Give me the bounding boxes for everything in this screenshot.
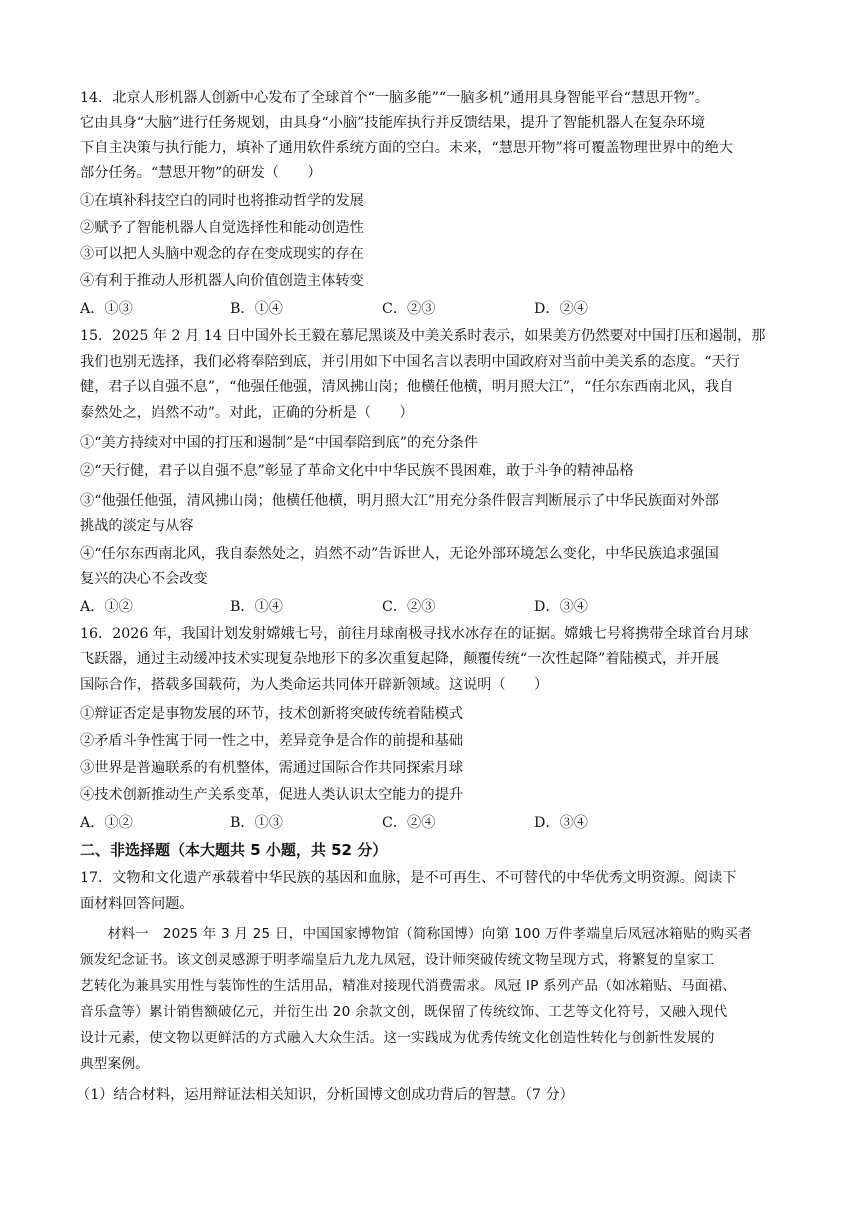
q14-option-a[interactable]: A．①③	[80, 301, 133, 317]
q14-stem-line-1: 14．北京人形机器人创新中心发布了全球首个“一脑多能”“一脑多机”通用具身智能平台“慧思开物”。	[80, 90, 710, 106]
q14-stem-line-3: 下自主决策与执行能力，填补了通用软件系统方面的空白。未来，“慧思开物”将可覆盖物理世界中的绝大	[80, 140, 733, 156]
q15-item-3-line-2: 挑战的淡定与从容	[80, 518, 194, 534]
section-title: 二、非选择题（本大题共 5 小题，共 52 分）	[80, 841, 388, 859]
q14-option-b[interactable]: B．①④	[230, 301, 283, 317]
q15-item-4-line-1: ④“任尔东西南北风，我自泰然处之，岿然不动”告诉世人，无论外部环境怎么变化，中华民族追求强国	[80, 546, 719, 562]
q16-item-2: ②矛盾斗争性寓于同一性之中，差异竞争是合作的前提和基础	[80, 733, 464, 749]
q14-option-d[interactable]: D．②④	[534, 301, 588, 317]
q15-item-2: ②“天行健，君子以自强不息”彰显了革命文化中中华民族不畏困难，敢于斗争的精神品格	[80, 463, 634, 479]
q17-subquestion-1: （1）结合材料，运用辩证法相关知识，分析国博文创成功背后的智慧。（7 分）	[76, 1087, 574, 1103]
q15-item-3-line-1: ③“他强任他强，清风拂山岗；他横任他横，明月照大江”用充分条件假言判断展示了中华民族面对外部	[80, 493, 719, 509]
q16-item-1: ①辩证否定是事物发展的环节，技术创新将突破传统着陆模式	[80, 706, 464, 722]
q14-stem-line-4: 部分任务。“慧思开物”的研发（ ）	[80, 165, 322, 181]
q15-stem-line-4: 泰然处之，岿然不动”。对此，正确的分析是（ ）	[80, 405, 414, 421]
q16-item-4: ④技术创新推动生产关系变革，促进人类认识太空能力的提升	[80, 787, 464, 803]
q14-option-c[interactable]: C．②③	[382, 301, 436, 317]
q17-material-line-1: 材料一 2025 年 3 月 25 日，中国国家博物馆（简称国博）向第 100 万件孝端皇后凤冠冰箱贴的购买者	[80, 926, 752, 942]
q15-item-1: ①“美方持续对中国的打压和遏制”是“中国奉陪到底”的充分条件	[80, 435, 478, 451]
q17-material-line-4: 音乐盒等）累计销售额破亿元，并衍生出 20 余款文创，既保留了传统纹饰、工艺等文化符号，又融入现代	[80, 1004, 728, 1020]
q17-material-line-6: 典型案例。	[80, 1056, 149, 1072]
q14-stem-line-2: 它由具身“大脑”进行任务规划，由具身“小脑”技能库执行并反馈结果，提升了智能机器人在复杂环境	[80, 115, 705, 131]
q15-option-d[interactable]: D．③④	[534, 599, 588, 615]
q17-stem-line-1: 17．文物和文化遗产承载着中华民族的基因和血脉，是不可再生、不可替代的中华优秀文明资源。阅读下	[80, 870, 737, 886]
q14-item-3: ③可以把人头脑中观念的存在变成现实的存在	[80, 246, 364, 262]
q15-item-4-line-2: 复兴的决心不会改变	[80, 571, 208, 587]
q14-item-4: ④有利于推动人形机器人向价值创造主体转变	[80, 273, 364, 289]
q15-stem-line-1: 15．2025 年 2 月 14 日中国外长王毅在慕尼黑谈及中美关系时表示，如果美方仍然要对中国打压和遏制，那	[80, 328, 766, 344]
q16-item-3: ③世界是普遍联系的有机整体，需通过国际合作共同探索月球	[80, 760, 464, 776]
q16-option-b[interactable]: B．①③	[230, 815, 283, 831]
q16-stem-line-3: 国际合作，搭载多国载荷，为人类命运共同体开辟新领域。这说明（ ）	[80, 677, 549, 693]
q15-option-c[interactable]: C．②③	[382, 599, 436, 615]
q16-stem-line-1: 16．2026 年，我国计划发射嫦娥七号，前往月球南极寻找水冰存在的证据。嫦娥七号将携带全球首台月球	[80, 626, 749, 642]
q17-stem-line-2: 面材料回答问题。	[80, 896, 194, 912]
q16-option-d[interactable]: D．③④	[534, 815, 588, 831]
q17-material-line-2: 颁发纪念证书。该文创灵感源于明孝端皇后九龙九凤冠，设计师突破传统文物呈现方式，将繁复的皇家工	[80, 952, 715, 968]
q15-stem-line-2: 我们也别无选择，我们必将奉陪到底，并引用如下中国名言以表明中国政府对当前中美关系的态度。“天行	[80, 354, 740, 370]
q14-item-2: ②赋予了智能机器人自觉选择性和能动创造性	[80, 220, 364, 236]
q16-stem-line-2: 飞跃器，通过主动缓冲技术实现复杂地形下的多次重复起降，颠覆传统“一次性起降”着陆模式，并开展	[80, 651, 719, 667]
q16-option-c[interactable]: C．②④	[382, 815, 436, 831]
q15-option-b[interactable]: B．①④	[230, 599, 283, 615]
q15-stem-line-3: 健，君子以自强不息”，“他强任他强，清风拂山岗；他横任他横，明月照大江”，“任尔东西南北风，我自	[80, 379, 734, 395]
q16-option-a[interactable]: A．①②	[80, 815, 133, 831]
q17-material-line-3: 艺转化为兼具实用性与装饰性的生活用品，精准对接现代消费需求。凤冠 IP 系列产品（如冰箱贴、马面裙、	[80, 978, 737, 994]
q14-item-1: ①在填补科技空白的同时也将推动哲学的发展	[80, 193, 364, 209]
q15-option-a[interactable]: A．①②	[80, 599, 133, 615]
q17-material-line-5: 设计元素，使文物以更鲜活的方式融入大众生活。这一实践成为优秀传统文化创造性转化与创新性发展的	[80, 1030, 715, 1046]
